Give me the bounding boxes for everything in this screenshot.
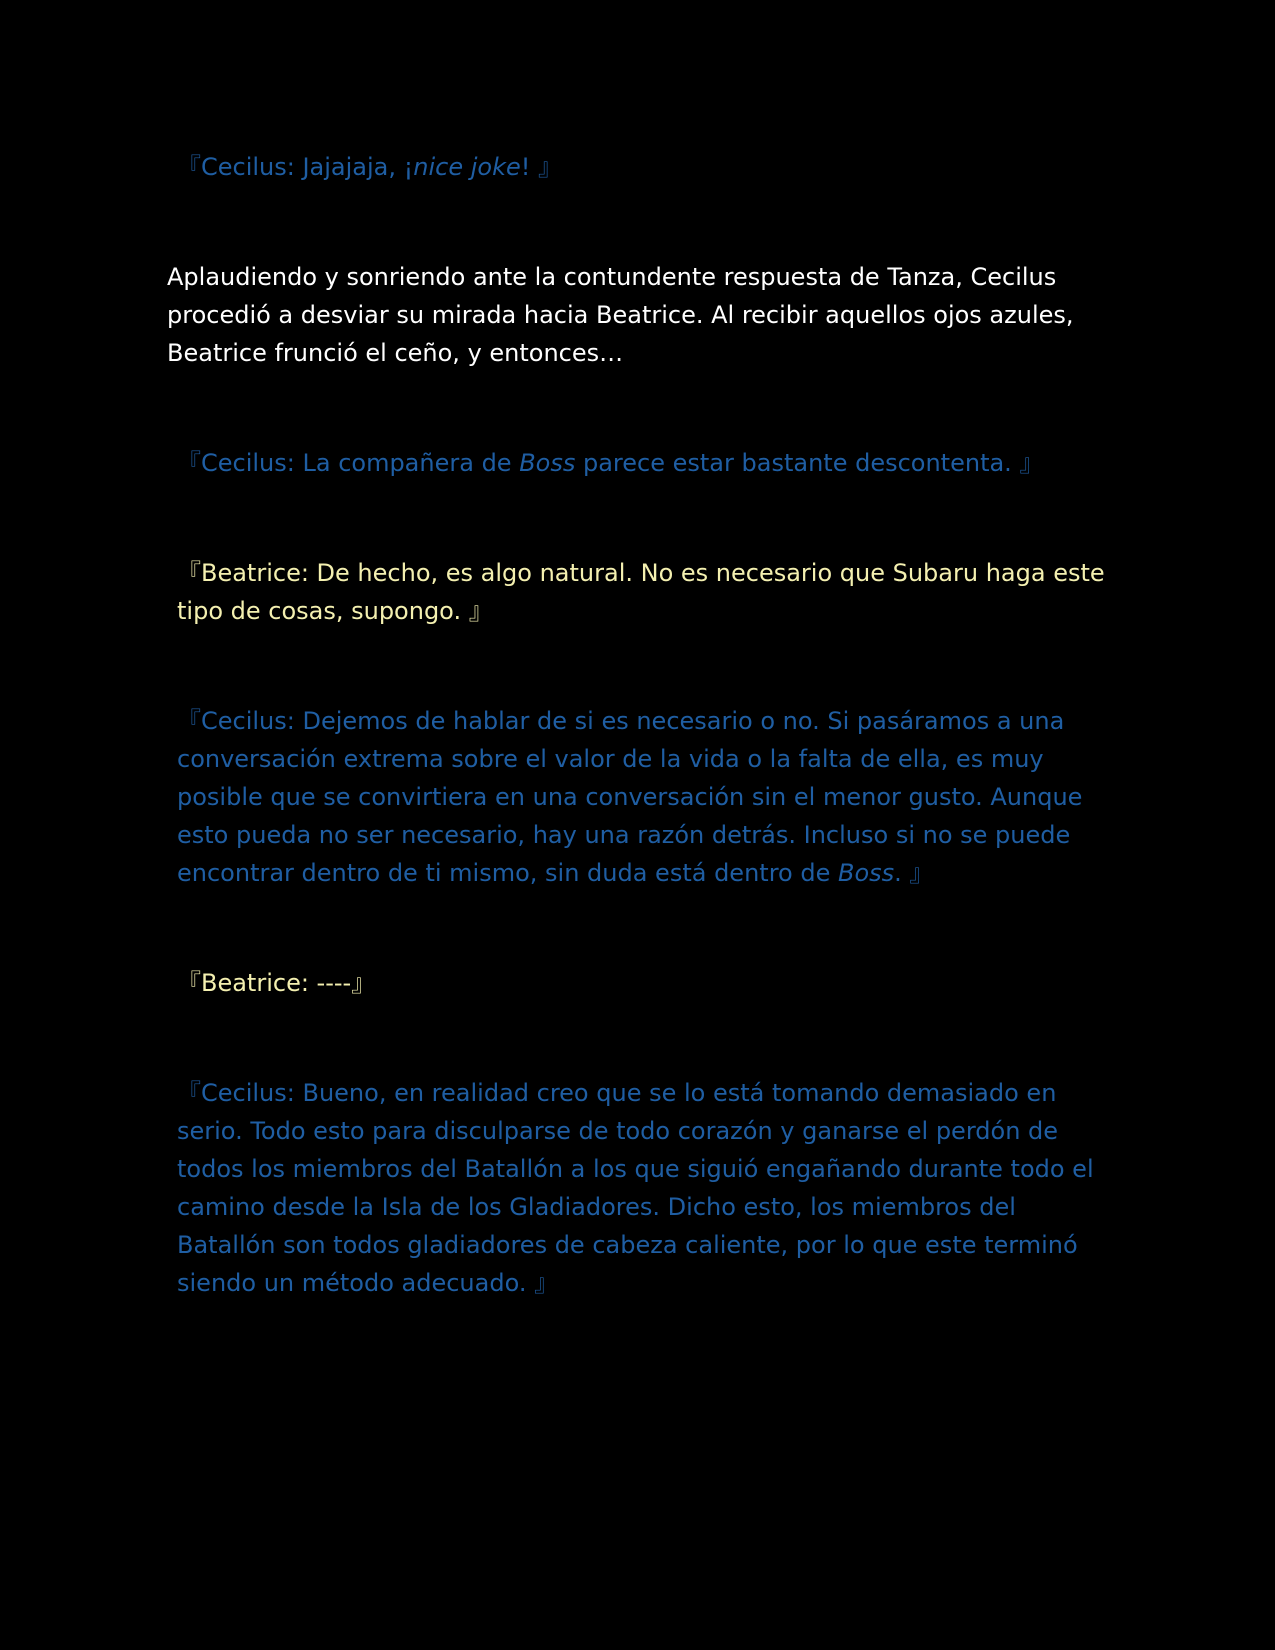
- text-segment: Aplaudiendo y sonriendo ante la contundente respuesta de Tanza, Cecilus procedió a desviar su mirada hacia Beatrice. Al recibir aquellos ojos azules, Beatrice frunció el ceño, y entonces…: [167, 263, 1074, 367]
- text-segment-italic: nice joke: [413, 153, 521, 181]
- text-segment: 『Cecilus: Jajajaja, ¡: [177, 153, 414, 181]
- text-segment: 『Cecilus: La compañera de: [177, 449, 520, 477]
- paragraph-spacer: [177, 186, 1107, 258]
- paragraph-spacer: [177, 1002, 1107, 1074]
- paragraph-spacer: [177, 482, 1107, 554]
- document-page: [167, 148, 1107, 1302]
- text-segment-italic: Boss: [519, 449, 576, 477]
- text-segment-italic: Boss: [837, 859, 895, 887]
- text-segment: ! 』: [520, 153, 563, 181]
- dialogue-beatrice-2: [177, 964, 1107, 1002]
- paragraph-spacer: [177, 372, 1107, 444]
- paragraph-spacer: [177, 630, 1107, 702]
- text-segment: 『Cecilus: Bueno, en realidad creo que se lo está tomando demasiado en serio. Todo esto para disculparse de todo corazón y ganarse el perdón de todos los miembros del Batallón a los que siguió engañando durante todo el camino desde la Isla de los Gladiadores. Dicho esto, los miembros del Batallón son todos gladiadores de cabeza caliente, por lo que este terminó siendo un método adecuado. 』: [177, 1079, 1094, 1297]
- paragraph-spacer: [177, 892, 1107, 964]
- text-segment: 『Cecilus: Dejemos de hablar de si es necesario o no. Si pasáramos a una conversación extrema sobre el valor de la vida o la falta de ella, es muy posible que se convirtiera en una conversación sin el menor gusto. Aunque esto pueda no ser necesario, hay una razón detrás. Incluso si no se puede encontrar dentro de ti mismo, sin duda está dentro de: [177, 707, 1083, 887]
- text-segment: parece estar bastante descontenta. 』: [575, 449, 1044, 477]
- text-segment: 『Beatrice: De hecho, es algo natural. No es necesario que Subaru haga este tipo de cosas, supongo. 』: [177, 559, 1105, 625]
- dialogue-cecilus-4: [177, 1074, 1107, 1302]
- narration-paragraph-1: [167, 258, 1107, 372]
- text-segment: 『Beatrice: ----』: [177, 969, 376, 997]
- dialogue-cecilus-3: [177, 702, 1107, 892]
- dialogue-beatrice-1: [177, 554, 1107, 630]
- text-segment: . 』: [894, 859, 934, 887]
- dialogue-cecilus-1: [177, 148, 1107, 186]
- dialogue-cecilus-2: [177, 444, 1107, 482]
